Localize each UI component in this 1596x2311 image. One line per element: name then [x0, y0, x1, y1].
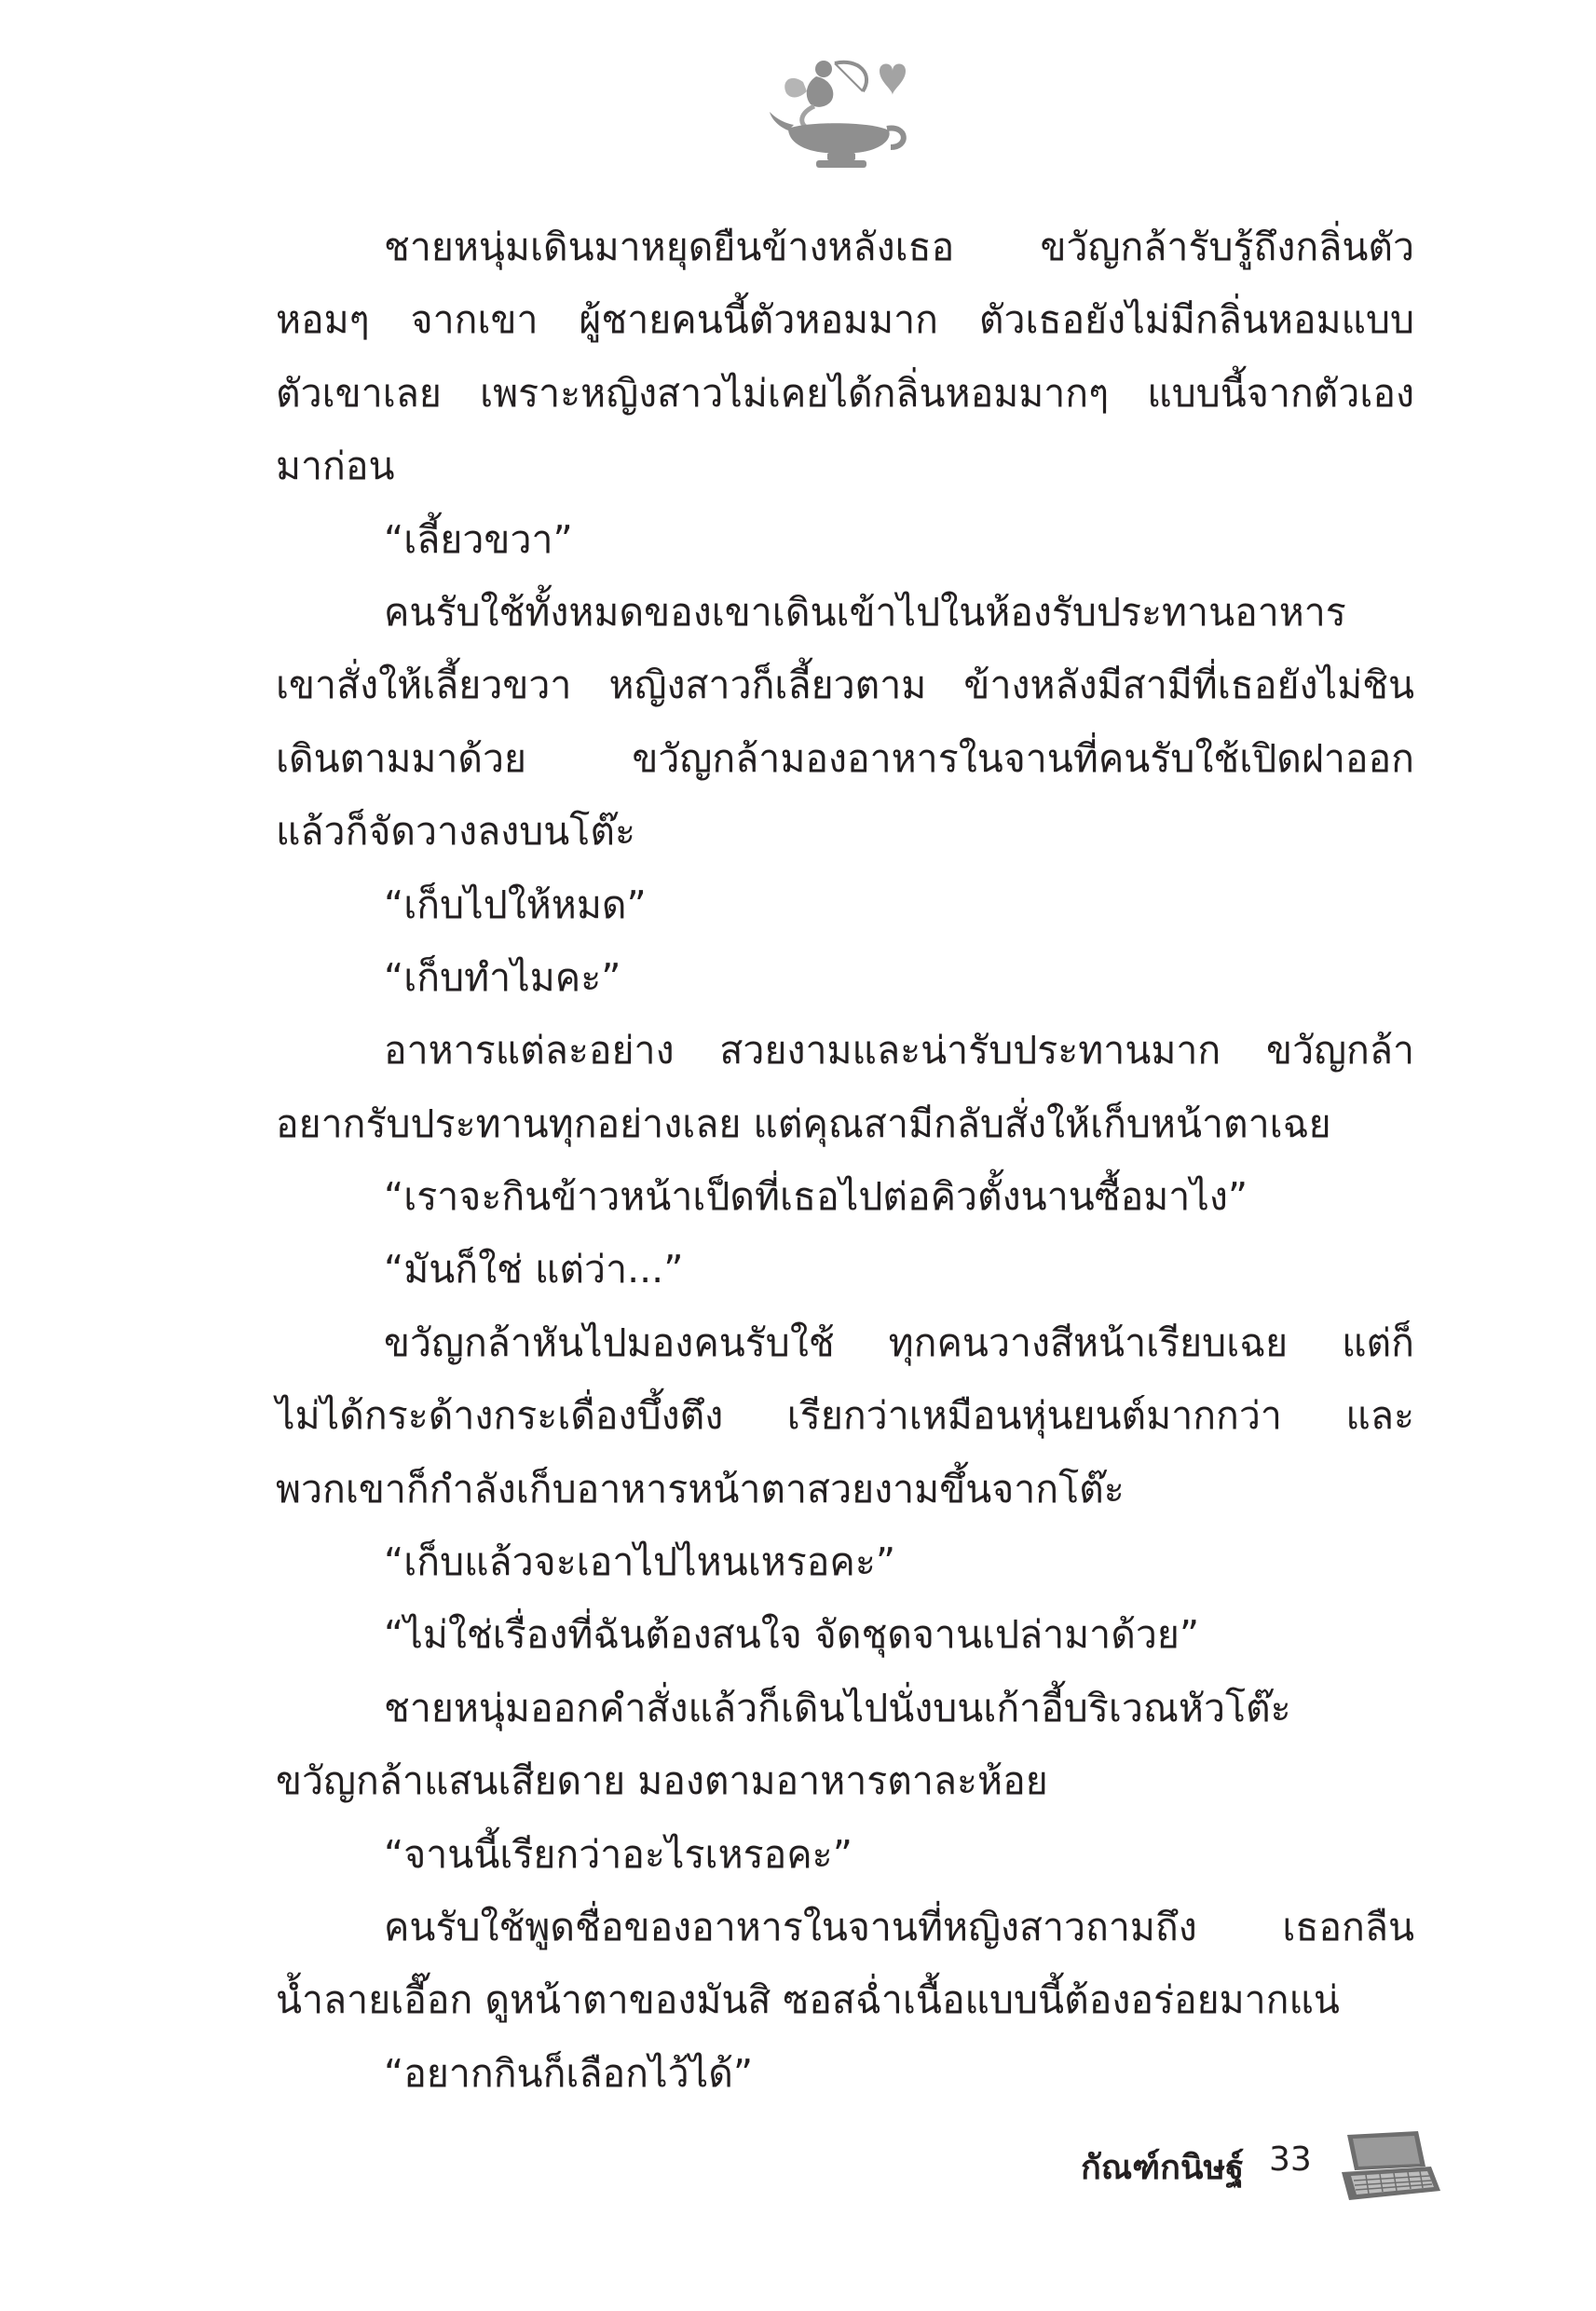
text-line: “อยากกินก็เลือกไว้ได้”	[384, 2050, 754, 2096]
text-line: ไม่ได้กระด้างกระเดื่องบึ้งตึง เรียกว่าเหมือนหุ่นยนต์มากกว่า และ	[276, 1393, 1414, 1439]
text-line: อยากรับประทานทุกอย่างเลย แต่คุณสามีกลับสั่งให้เก็บหน้าตาเฉย	[276, 1101, 1331, 1146]
text-line: “จานนี้เรียกว่าอะไรเหรอคะ”	[384, 1831, 853, 1877]
text-line: “เก็บทำไมคะ”	[384, 954, 621, 1000]
chapter-text	[276, 211, 1414, 2110]
page-number: 33	[1269, 2140, 1312, 2179]
text-line: แล้วก็จัดวางลงบนโต๊ะ	[276, 809, 635, 855]
text-line: คนรับใช้ทั้งหมดของเขาเดินเข้าไปในห้องรับประทานอาหาร	[384, 589, 1346, 635]
text-line: อาหารแต่ละอย่าง สวยงามและน่ารับประทานมาก ขวัญกล้า	[384, 1028, 1414, 1073]
text-line: หอมๆ จากเขา ผู้ชายคนนี้ตัวหอมมาก ตัวเธอยังไม่มีกลิ่นหอมแบบ	[276, 297, 1414, 343]
text-line: ชายหนุ่มออกคำสั่งแล้วก็เดินไปนั่งบนเก้าอี้บริเวณหัวโต๊ะ	[384, 1685, 1291, 1730]
text-line: ขวัญกล้าหันไปมองคนรับใช้ ทุกคนวางสีหน้าเรียบเฉย แต่ก็	[384, 1320, 1414, 1365]
text-line: ขวัญกล้าแสนเสียดาย มองตามอาหารตาละห้อย	[276, 1758, 1048, 1804]
text-line: คนรับใช้พูดชื่อของอาหารในจานที่หญิงสาวถามถึง เธอกลืน	[384, 1904, 1414, 1949]
text-line: พวกเขาก็กำลังเก็บอาหารหน้าตาสวยงามขึ้นจากโต๊ะ	[276, 1466, 1125, 1511]
text-line: ตัวเขาเลย เพราะหญิงสาวไม่เคยได้กลิ่นหอมมากๆ แบบนี้จากตัวเอง	[276, 370, 1414, 416]
text-line: “ไม่ใช่เรื่องที่ฉันต้องสนใจ จัดชุดจานเปล่ามาด้วย”	[384, 1612, 1200, 1658]
author-name: กัณฑ์กนิษฐ์	[1081, 2149, 1245, 2187]
text-line: น้ำลายเอื๊อก ดูหน้าตาของมันสิ ซอสฉ่ำเนื้อแบบนี้ต้องอร่อยมากแน่	[276, 1977, 1340, 2023]
text-line: “มันก็ใช่ แต่ว่า...”	[384, 1247, 684, 1292]
laptop-icon	[1338, 2129, 1442, 2204]
text-line: “เก็บไปให้หมด”	[384, 882, 647, 927]
text-line: “เลี้ยวขวา”	[384, 516, 573, 562]
text-line: เขาสั่งให้เลี้ยวขวา หญิงสาวก็เลี้ยวตาม ข้างหลังมีสามีที่เธอยังไม่ชิน	[276, 663, 1414, 708]
text-line: “เก็บแล้วจะเอาไปไหนเหรอคะ”	[384, 1539, 896, 1585]
page-footer	[1053, 2129, 1463, 2204]
magic-lamp-with-cupid-icon	[770, 54, 909, 170]
text-line: “เราจะกินข้าวหน้าเป็ดที่เธอไปต่อคิวตั้งนานซื้อมาไง”	[384, 1174, 1248, 1220]
text-line: ชายหนุ่มเดินมาหยุดยืนข้างหลังเธอ ขวัญกล้ารับรู้ถึงกลิ่นตัว	[384, 225, 1414, 269]
text-line: เดินตามมาด้วย ขวัญกล้ามองอาหารในจานที่คนรับใช้เปิดฝาออก	[276, 735, 1414, 781]
text-line: มาก่อน	[276, 444, 395, 489]
